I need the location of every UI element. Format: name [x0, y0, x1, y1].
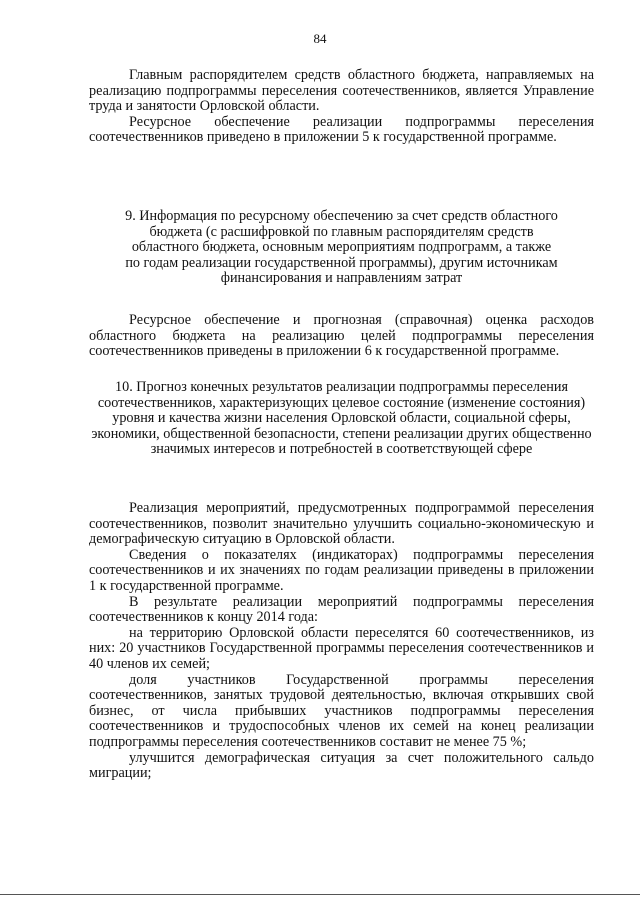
paragraph-budget-manager: Главным распорядителем средств областного бюджета, направляемых на реализацию подпрограммы переселения соотечественников, является Управление труда и занятости Орловской области. [89, 67, 594, 115]
paragraph-resettlers-count: на территорию Орловской области переселятся 60 соотечественников, из них: 20 участников Государственной программы переселения соотечественников и 40 членов их семей; [89, 624, 594, 672]
paragraph-results-2014: В результате реализации мероприятий подпрограммы переселения соотечественников к концу 2014 года: [89, 593, 594, 626]
paragraph-resource-appendix-5: Ресурсное обеспечение реализации подпрограммы переселения соотечественников приведено в приложении 5 к государственной программе. [89, 113, 594, 146]
scan-edge-line [0, 894, 640, 895]
intro-section [89, 68, 594, 146]
paragraph-implementation: Реализация мероприятий, предусмотренных подпрограммой переселения соотечественников, позволит значительно улучшить социально-экономическую и демографическую ситуацию в Орловской области. [89, 500, 594, 548]
paragraph-resource-appendix-6: Ресурсное обеспечение и прогнозная (справочная) оценка расходов областного бюджета на реализацию целей подпрограммы переселения соотечественников приведены в приложении 6 к государственной программе. [89, 312, 594, 360]
paragraph-employment-share: доля участников Государственной программы переселения соотечественников, занятых трудовой деятельностью, включая открывших свой бизнес, от числа прибывших участников подпрограммы переселения соотечественников и трудоспособных членов их семей на конец реализации подпрограммы переселения соотечественников составит не менее 75 %; [89, 671, 594, 750]
paragraph-indicators: Сведения о показателях (индикаторах) подпрограммы переселения соотечественников и их значениях по годам реализации приведены в приложении 1 к государственной программе. [89, 546, 594, 594]
page-number: 84 [313, 31, 327, 46]
paragraph-demographics: улучшится демографическая ситуация за счет положительного сальдо миграции; [89, 749, 594, 782]
section-10-heading: 10. Прогноз конечных результатов реализации подпрограммы переселения соотечественников, характеризующих целевое состояние (изменение состояния) уровня и качества жизни населения Орловской области, социальной сферы, экономики, общественной безопасности, степени реализации других общественно значимых интересов и потребностей в соответствующей сфере [91, 379, 592, 458]
section-10-body [89, 501, 594, 782]
section-9-heading: 9. Информация по ресурсному обеспечению за счет средств областного бюджета (с расшифровкой по главным распорядителям средств областного бюджета, основным мероприятиям подпрограмм, а также по годам реализации государственной программы), другим источникам финансирования и направлениям затрат [125, 208, 558, 287]
section-9-body [89, 313, 594, 360]
